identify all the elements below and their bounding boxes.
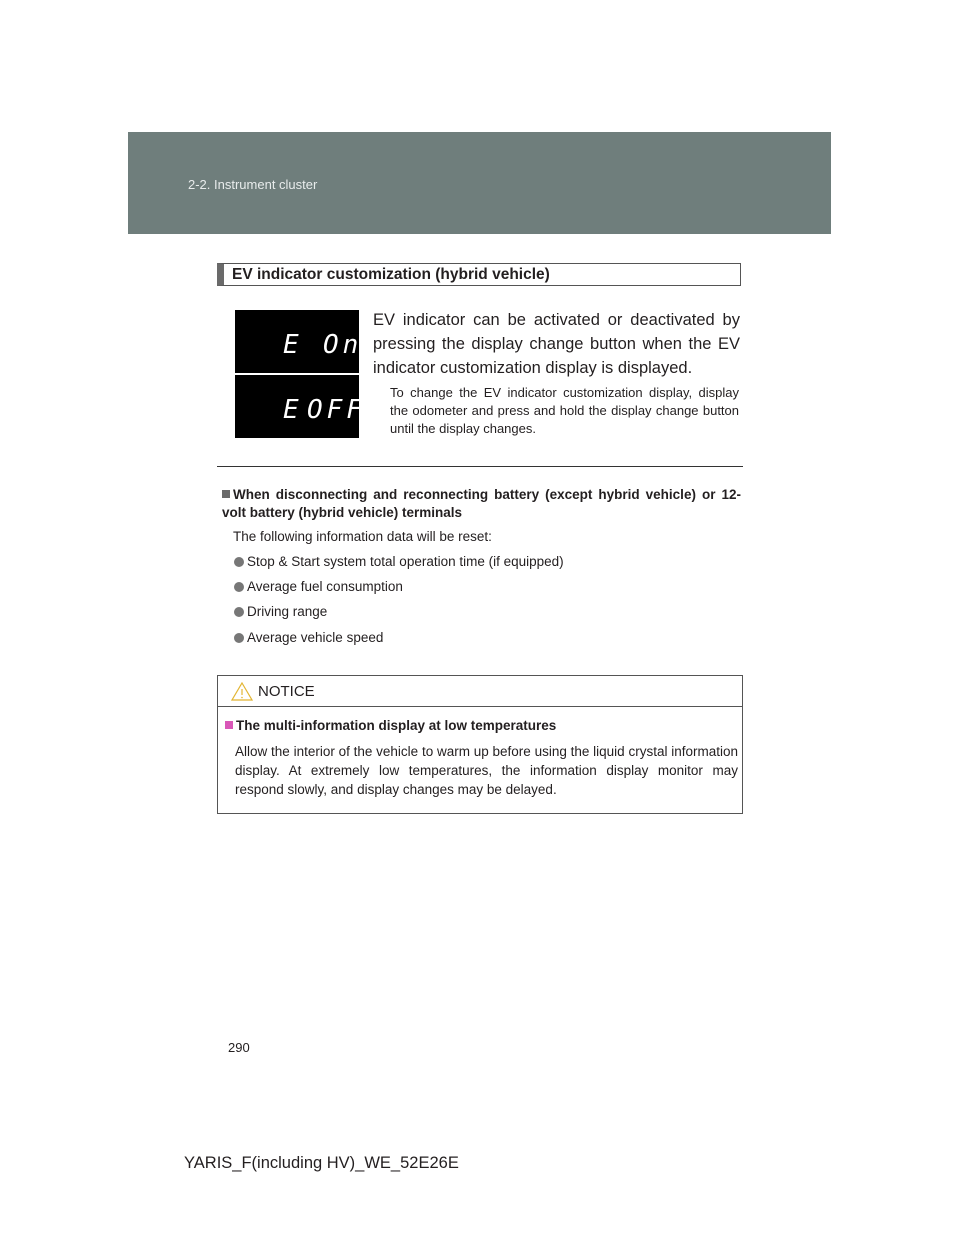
bullet-dot-icon: [234, 582, 244, 592]
notice-box: [217, 675, 743, 814]
display-e-off-right: OFF: [307, 395, 366, 425]
divider: [217, 466, 743, 467]
square-bullet-icon: [225, 721, 233, 729]
display-e-on-right: On: [323, 330, 363, 360]
notice-heading: [225, 718, 556, 733]
display-e-off-left: E: [283, 395, 303, 425]
notice-heading-text: The multi-information display at low temperatures: [236, 718, 557, 733]
notice-text: Allow the interior of the vehicle to warm up before using the liquid crystal information display. At extremely low temperatures, the information display monitor may respond slowly, and display changes may be delayed.: [235, 744, 738, 797]
square-bullet-icon: [222, 490, 230, 498]
intro-text: EV indicator can be activated or deactivated by pressing the display change button when the EV indicator customization display is displayed.: [373, 311, 740, 377]
list-item: [234, 554, 564, 569]
bullet-dot-icon: [234, 557, 244, 567]
page-number: 290: [228, 1040, 250, 1055]
list-item-text: Average vehicle speed: [247, 630, 384, 645]
display-e-on-left: E: [283, 330, 303, 360]
warning-triangle-icon: [231, 682, 253, 701]
notice-label: NOTICE: [258, 683, 315, 700]
bullet-dot-icon: [234, 633, 244, 643]
display-e-off: [235, 375, 366, 438]
battery-note-heading: [222, 486, 741, 522]
display-e-on: [235, 310, 363, 373]
list-item-text: Stop & Start system total operation time (if equipped): [247, 554, 564, 569]
header-band: [128, 132, 831, 234]
battery-note-intro: The following information data will be reset:: [233, 529, 492, 544]
list-item-text: Driving range: [247, 604, 328, 619]
list-item-text: Average fuel consumption: [247, 579, 403, 594]
bullet-dot-icon: [234, 607, 244, 617]
list-item: [234, 630, 383, 645]
notice-header: [218, 676, 742, 707]
footer-code: YARIS_F(including HV)_WE_52E26E: [184, 1154, 459, 1172]
section-label: 2-2. Instrument cluster: [188, 177, 318, 192]
list-item: [234, 579, 403, 594]
battery-note-heading-text: When disconnecting and reconnecting battery (except hybrid vehicle) or 12-volt battery (hybrid vehicle) terminals: [222, 487, 741, 520]
sub-text: To change the EV indicator customization display, display the odometer and press and hold the display change button until the display changes.: [390, 385, 739, 436]
section-title-box: [217, 263, 741, 286]
list-item: [234, 604, 327, 619]
section-title: EV indicator customization (hybrid vehicle): [232, 266, 550, 283]
